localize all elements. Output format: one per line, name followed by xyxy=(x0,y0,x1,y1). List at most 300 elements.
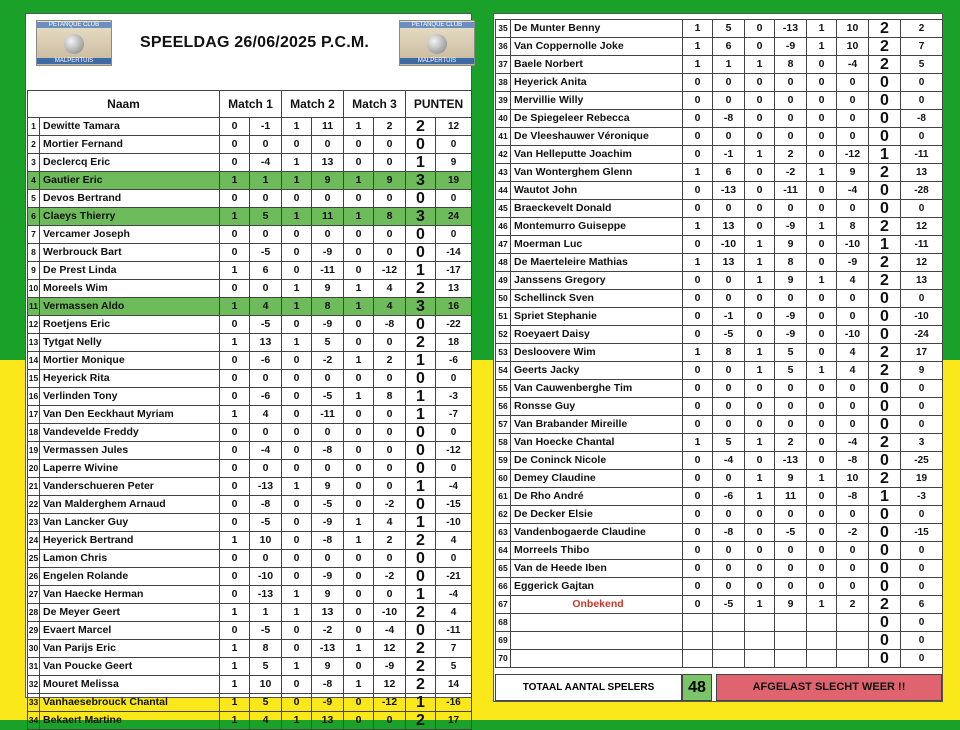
total-score-cell: -22 xyxy=(436,316,472,334)
player-number: 70 xyxy=(496,650,511,668)
m1-score-cell: -10 xyxy=(713,236,745,254)
total-wins-cell: 1 xyxy=(406,406,436,424)
total-score-cell: 2 xyxy=(901,20,943,38)
footer-row xyxy=(495,674,942,701)
player-name: Vanhaesebrouck Chantal xyxy=(40,694,220,712)
m1-win-cell: 1 xyxy=(683,218,713,236)
m3-score-cell: 4 xyxy=(374,298,406,316)
m2-win-cell: 1 xyxy=(745,488,775,506)
m3-win-cell: 0 xyxy=(807,110,837,128)
m3-score-cell: 0 xyxy=(374,550,406,568)
total-score-cell: 0 xyxy=(436,136,472,154)
m1-win-cell: 1 xyxy=(220,172,250,190)
player-number: 30 xyxy=(28,640,40,658)
m2-win-cell xyxy=(745,614,775,632)
player-number: 1 xyxy=(28,118,40,136)
m1-score-cell: 0 xyxy=(713,200,745,218)
m3-win-cell: 0 xyxy=(807,380,837,398)
m2-win-cell: 0 xyxy=(282,262,312,280)
player-number: 34 xyxy=(28,712,40,730)
player-row xyxy=(496,452,943,470)
m3-score-cell: 0 xyxy=(837,74,869,92)
player-row xyxy=(496,488,943,506)
m2-score-cell: 0 xyxy=(775,110,807,128)
m1-win-cell: 0 xyxy=(683,524,713,542)
total-score-cell: -10 xyxy=(436,514,472,532)
total-score-cell: -16 xyxy=(436,694,472,712)
m1-win-cell: 0 xyxy=(220,424,250,442)
m1-win-cell: 1 xyxy=(683,344,713,362)
total-wins-cell: 2 xyxy=(406,532,436,550)
total-score-cell: 7 xyxy=(901,38,943,56)
m2-win-cell: 1 xyxy=(745,254,775,272)
logo-bottom-text: MALPERTUIS xyxy=(37,58,111,64)
m1-win-cell: 0 xyxy=(220,622,250,640)
m2-score-cell: 0 xyxy=(312,424,344,442)
total-wins-cell: 0 xyxy=(869,110,901,128)
m3-score-cell: 0 xyxy=(837,128,869,146)
m1-win-cell: 1 xyxy=(683,434,713,452)
m3-score-cell: 0 xyxy=(837,542,869,560)
total-wins-cell: 0 xyxy=(869,182,901,200)
m1-win-cell: 0 xyxy=(683,146,713,164)
m3-win-cell: 0 xyxy=(807,452,837,470)
player-row xyxy=(496,632,943,650)
m1-win-cell: 0 xyxy=(220,550,250,568)
player-number: 23 xyxy=(28,514,40,532)
player-name: Lamon Chris xyxy=(40,550,220,568)
m1-win-cell: 0 xyxy=(220,370,250,388)
m2-win-cell: 0 xyxy=(282,244,312,262)
player-name: De Prest Linda xyxy=(40,262,220,280)
header-punten: PUNTEN xyxy=(406,91,472,118)
m1-win-cell: 0 xyxy=(220,514,250,532)
m3-score-cell: 9 xyxy=(374,172,406,190)
total-wins-cell: 3 xyxy=(406,298,436,316)
header-match1: Match 1 xyxy=(220,91,282,118)
m3-win-cell: 0 xyxy=(344,442,374,460)
player-number: 12 xyxy=(28,316,40,334)
m3-win-cell: 0 xyxy=(344,190,374,208)
player-name: Laperre Wivine xyxy=(40,460,220,478)
m3-score-cell: 2 xyxy=(837,596,869,614)
m1-score-cell: -5 xyxy=(250,622,282,640)
player-number: 21 xyxy=(28,478,40,496)
player-number: 37 xyxy=(496,56,511,74)
m3-score-cell: 0 xyxy=(374,334,406,352)
player-row xyxy=(496,218,943,236)
m2-win-cell: 1 xyxy=(282,208,312,226)
m1-score-cell: 0 xyxy=(713,74,745,92)
m2-score-cell: 9 xyxy=(312,658,344,676)
player-row xyxy=(28,388,472,406)
player-name: Schellinck Sven xyxy=(511,290,683,308)
logo-bottom-text: MALPERTUIS xyxy=(400,58,474,64)
m1-win-cell: 1 xyxy=(220,262,250,280)
m3-win-cell: 0 xyxy=(807,146,837,164)
m2-score-cell: -8 xyxy=(312,676,344,694)
player-number: 38 xyxy=(496,74,511,92)
m2-win-cell: 0 xyxy=(745,290,775,308)
m2-win-cell: 1 xyxy=(282,172,312,190)
player-number: 11 xyxy=(28,298,40,316)
petanque-ball-icon xyxy=(427,34,447,54)
m1-score-cell: -5 xyxy=(713,326,745,344)
player-name: Van Parijs Eric xyxy=(40,640,220,658)
player-row xyxy=(28,262,472,280)
m2-score-cell: -9 xyxy=(775,326,807,344)
player-row xyxy=(28,154,472,172)
m3-score-cell: -2 xyxy=(837,524,869,542)
player-row xyxy=(28,532,472,550)
m1-score-cell: 6 xyxy=(250,262,282,280)
m2-win-cell: 0 xyxy=(282,532,312,550)
m3-score-cell: 0 xyxy=(374,460,406,478)
m1-win-cell: 1 xyxy=(683,254,713,272)
total-wins-cell: 0 xyxy=(869,380,901,398)
player-row xyxy=(28,514,472,532)
m3-score-cell: -12 xyxy=(837,146,869,164)
m2-score-cell: 0 xyxy=(775,560,807,578)
m3-win-cell: 0 xyxy=(807,560,837,578)
total-score-cell: -4 xyxy=(436,478,472,496)
m3-score-cell: -4 xyxy=(837,434,869,452)
m1-win-cell: 0 xyxy=(220,190,250,208)
total-score-cell: 6 xyxy=(901,596,943,614)
player-number: 17 xyxy=(28,406,40,424)
total-wins-cell: 1 xyxy=(869,146,901,164)
player-name: Van Poucke Geert xyxy=(40,658,220,676)
m1-score-cell: -13 xyxy=(250,586,282,604)
m3-win-cell: 0 xyxy=(807,128,837,146)
player-row xyxy=(496,650,943,668)
m3-score-cell: 0 xyxy=(837,398,869,416)
m1-score-cell: 0 xyxy=(713,398,745,416)
player-number: 9 xyxy=(28,262,40,280)
left-score-sheet xyxy=(25,13,472,729)
total-wins-cell: 2 xyxy=(869,164,901,182)
m3-score-cell: 10 xyxy=(837,38,869,56)
total-wins-cell: 1 xyxy=(406,478,436,496)
m2-win-cell: 1 xyxy=(745,146,775,164)
total-wins-cell: 2 xyxy=(869,470,901,488)
player-number: 44 xyxy=(496,182,511,200)
m1-win-cell: 0 xyxy=(683,506,713,524)
player-name: De Maerteleire Mathias xyxy=(511,254,683,272)
player-name: Van Den Eeckhaut Myriam xyxy=(40,406,220,424)
m3-score-cell: 0 xyxy=(374,712,406,730)
m3-score-cell: -10 xyxy=(837,236,869,254)
m3-score-cell: 12 xyxy=(374,640,406,658)
player-number: 41 xyxy=(496,128,511,146)
cancelled-status-banner: AFGELAST SLECHT WEER !! xyxy=(716,674,942,701)
m2-win-cell xyxy=(745,632,775,650)
m3-score-cell: 9 xyxy=(837,164,869,182)
total-wins-cell: 0 xyxy=(406,226,436,244)
m1-score-cell: 13 xyxy=(713,254,745,272)
player-number: 27 xyxy=(28,586,40,604)
m1-score-cell: 6 xyxy=(713,38,745,56)
player-number: 65 xyxy=(496,560,511,578)
total-players-count: 48 xyxy=(682,674,712,701)
m3-score-cell: -8 xyxy=(374,316,406,334)
player-row xyxy=(496,272,943,290)
player-row xyxy=(496,128,943,146)
player-name: Tytgat Nelly xyxy=(40,334,220,352)
m2-score-cell: 0 xyxy=(775,128,807,146)
right-score-sheet xyxy=(493,13,943,702)
m2-score-cell: 0 xyxy=(312,460,344,478)
total-wins-cell: 0 xyxy=(869,74,901,92)
m2-score-cell: 11 xyxy=(312,208,344,226)
m1-score-cell: 6 xyxy=(713,164,745,182)
m2-score-cell: -11 xyxy=(312,406,344,424)
m1-win-cell: 0 xyxy=(683,128,713,146)
m3-win-cell: 1 xyxy=(344,172,374,190)
m3-win-cell: 0 xyxy=(807,542,837,560)
m1-win-cell: 1 xyxy=(220,712,250,730)
m3-win-cell: 1 xyxy=(344,514,374,532)
player-row xyxy=(496,182,943,200)
player-number: 18 xyxy=(28,424,40,442)
player-row xyxy=(28,298,472,316)
m3-win-cell: 0 xyxy=(807,434,837,452)
m1-win-cell: 1 xyxy=(220,406,250,424)
m1-score-cell: 0 xyxy=(250,424,282,442)
m3-win-cell: 0 xyxy=(344,658,374,676)
player-name: De Vleeshauwer Véronique xyxy=(511,128,683,146)
player-name: Van Wonterghem Glenn xyxy=(511,164,683,182)
player-row xyxy=(28,442,472,460)
m1-score-cell: 1 xyxy=(250,172,282,190)
m2-win-cell: 1 xyxy=(282,658,312,676)
player-row xyxy=(28,658,472,676)
m1-score-cell: -8 xyxy=(713,110,745,128)
m3-win-cell: 0 xyxy=(807,578,837,596)
player-number: 29 xyxy=(28,622,40,640)
m1-win-cell: 0 xyxy=(683,290,713,308)
total-wins-cell: 0 xyxy=(406,442,436,460)
m3-score-cell: 2 xyxy=(374,118,406,136)
m2-score-cell: -13 xyxy=(775,20,807,38)
player-number: 22 xyxy=(28,496,40,514)
player-number: 24 xyxy=(28,532,40,550)
m2-win-cell: 0 xyxy=(745,92,775,110)
m2-win-cell: 0 xyxy=(745,542,775,560)
m1-score-cell: 1 xyxy=(250,604,282,622)
player-row xyxy=(496,110,943,128)
player-row xyxy=(28,406,472,424)
m2-win-cell: 1 xyxy=(282,334,312,352)
m3-score-cell: 12 xyxy=(374,676,406,694)
header-match2: Match 2 xyxy=(282,91,344,118)
player-row xyxy=(496,326,943,344)
total-wins-cell: 2 xyxy=(406,640,436,658)
club-logo-right xyxy=(399,20,475,66)
total-wins-cell: 0 xyxy=(406,370,436,388)
total-score-cell: 5 xyxy=(901,56,943,74)
player-name: De Munter Benny xyxy=(511,20,683,38)
m2-win-cell: 0 xyxy=(282,388,312,406)
player-name: De Rho André xyxy=(511,488,683,506)
m3-score-cell: 0 xyxy=(837,560,869,578)
m1-win-cell: 0 xyxy=(683,200,713,218)
m2-win-cell: 0 xyxy=(282,316,312,334)
m2-score-cell: -13 xyxy=(312,640,344,658)
m3-win-cell: 1 xyxy=(807,20,837,38)
m2-win-cell: 1 xyxy=(745,272,775,290)
m2-win-cell: 0 xyxy=(282,514,312,532)
m1-win-cell: 0 xyxy=(683,362,713,380)
total-score-cell: 0 xyxy=(901,614,943,632)
m3-score-cell: 2 xyxy=(374,532,406,550)
player-number: 19 xyxy=(28,442,40,460)
m1-win-cell: 0 xyxy=(683,236,713,254)
player-row xyxy=(496,416,943,434)
m2-score-cell: 0 xyxy=(775,542,807,560)
total-score-cell: 17 xyxy=(901,344,943,362)
m2-score-cell: 0 xyxy=(775,200,807,218)
m3-win-cell: 0 xyxy=(807,236,837,254)
m1-score-cell: -1 xyxy=(713,308,745,326)
petanque-ball-icon xyxy=(64,34,84,54)
player-name: De Meyer Geert xyxy=(40,604,220,622)
m1-win-cell: 1 xyxy=(220,334,250,352)
m1-win-cell: 0 xyxy=(220,244,250,262)
total-wins-cell: 1 xyxy=(406,694,436,712)
total-wins-cell: 0 xyxy=(406,460,436,478)
m1-score-cell: 0 xyxy=(713,92,745,110)
player-number: 55 xyxy=(496,380,511,398)
player-name: Braeckevelt Donald xyxy=(511,200,683,218)
player-number: 3 xyxy=(28,154,40,172)
player-name: Verlinden Tony xyxy=(40,388,220,406)
total-wins-cell: 0 xyxy=(406,550,436,568)
m1-win-cell: 1 xyxy=(220,532,250,550)
player-row xyxy=(28,424,472,442)
player-row xyxy=(496,20,943,38)
m2-score-cell: -9 xyxy=(312,694,344,712)
m2-win-cell: 1 xyxy=(282,154,312,172)
total-wins-cell: 0 xyxy=(869,128,901,146)
total-wins-cell: 2 xyxy=(869,362,901,380)
player-name: Werbrouck Bart xyxy=(40,244,220,262)
m1-score-cell: 1 xyxy=(713,56,745,74)
m3-win-cell: 1 xyxy=(807,470,837,488)
player-number: 25 xyxy=(28,550,40,568)
total-wins-cell: 2 xyxy=(406,280,436,298)
player-number: 57 xyxy=(496,416,511,434)
m2-win-cell: 0 xyxy=(745,380,775,398)
total-wins-cell: 3 xyxy=(406,208,436,226)
total-score-cell: 0 xyxy=(901,542,943,560)
m1-win-cell: 0 xyxy=(220,118,250,136)
player-row xyxy=(496,236,943,254)
m2-win-cell: 1 xyxy=(745,596,775,614)
m1-win-cell xyxy=(683,632,713,650)
m3-win-cell: 0 xyxy=(344,406,374,424)
m2-win-cell: 1 xyxy=(745,344,775,362)
m1-score-cell: 8 xyxy=(250,640,282,658)
m1-score-cell: 0 xyxy=(250,280,282,298)
m2-win-cell: 1 xyxy=(282,298,312,316)
score-table-left-body xyxy=(28,118,472,730)
m1-win-cell: 0 xyxy=(683,578,713,596)
m3-score-cell: 4 xyxy=(837,344,869,362)
player-name: De Spiegeleer Rebecca xyxy=(511,110,683,128)
m2-score-cell: -9 xyxy=(775,38,807,56)
m2-win-cell: 0 xyxy=(282,550,312,568)
player-number: 50 xyxy=(496,290,511,308)
player-row xyxy=(28,244,472,262)
player-row xyxy=(496,38,943,56)
total-score-cell: 0 xyxy=(901,128,943,146)
m3-score-cell xyxy=(837,614,869,632)
player-name xyxy=(511,614,683,632)
m2-score-cell: 8 xyxy=(775,56,807,74)
m3-win-cell: 0 xyxy=(344,334,374,352)
m2-win-cell: 0 xyxy=(282,460,312,478)
m3-win-cell: 1 xyxy=(344,208,374,226)
m1-score-cell: 8 xyxy=(713,344,745,362)
m1-score-cell: -5 xyxy=(250,514,282,532)
header-match3: Match 3 xyxy=(344,91,406,118)
total-score-cell: -15 xyxy=(901,524,943,542)
total-wins-cell: 0 xyxy=(869,452,901,470)
m2-win-cell: 0 xyxy=(745,506,775,524)
m3-win-cell: 1 xyxy=(807,272,837,290)
m3-win-cell: 1 xyxy=(344,640,374,658)
m1-win-cell: 0 xyxy=(220,154,250,172)
player-number: 63 xyxy=(496,524,511,542)
m2-score-cell: 2 xyxy=(775,434,807,452)
total-wins-cell: 0 xyxy=(869,92,901,110)
total-score-cell: 4 xyxy=(436,604,472,622)
m1-win-cell: 0 xyxy=(683,272,713,290)
m2-score-cell: 9 xyxy=(775,596,807,614)
total-score-cell: 12 xyxy=(436,118,472,136)
total-score-cell: -3 xyxy=(901,488,943,506)
m2-win-cell: 0 xyxy=(282,406,312,424)
m2-score-cell: 13 xyxy=(312,604,344,622)
total-score-cell: -11 xyxy=(901,236,943,254)
m3-win-cell: 0 xyxy=(344,586,374,604)
m2-win-cell: 0 xyxy=(282,568,312,586)
player-number: 13 xyxy=(28,334,40,352)
m2-score-cell: 5 xyxy=(312,334,344,352)
m2-score-cell: 0 xyxy=(775,416,807,434)
player-name: Spriet Stephanie xyxy=(511,308,683,326)
m1-score-cell: -4 xyxy=(250,154,282,172)
m2-win-cell: 0 xyxy=(282,694,312,712)
m3-win-cell: 0 xyxy=(807,416,837,434)
player-row xyxy=(28,568,472,586)
m1-score-cell: -8 xyxy=(250,496,282,514)
player-number: 54 xyxy=(496,362,511,380)
player-number: 36 xyxy=(496,38,511,56)
player-row xyxy=(496,542,943,560)
m1-win-cell: 1 xyxy=(683,56,713,74)
m2-score-cell: -9 xyxy=(775,308,807,326)
m2-score-cell xyxy=(775,614,807,632)
player-name: Vercamer Joseph xyxy=(40,226,220,244)
total-score-cell: -12 xyxy=(436,442,472,460)
table-header-row xyxy=(28,91,472,118)
m3-score-cell: 4 xyxy=(837,272,869,290)
m2-win-cell: 1 xyxy=(745,236,775,254)
m3-score-cell: 0 xyxy=(374,244,406,262)
total-wins-cell: 0 xyxy=(406,622,436,640)
